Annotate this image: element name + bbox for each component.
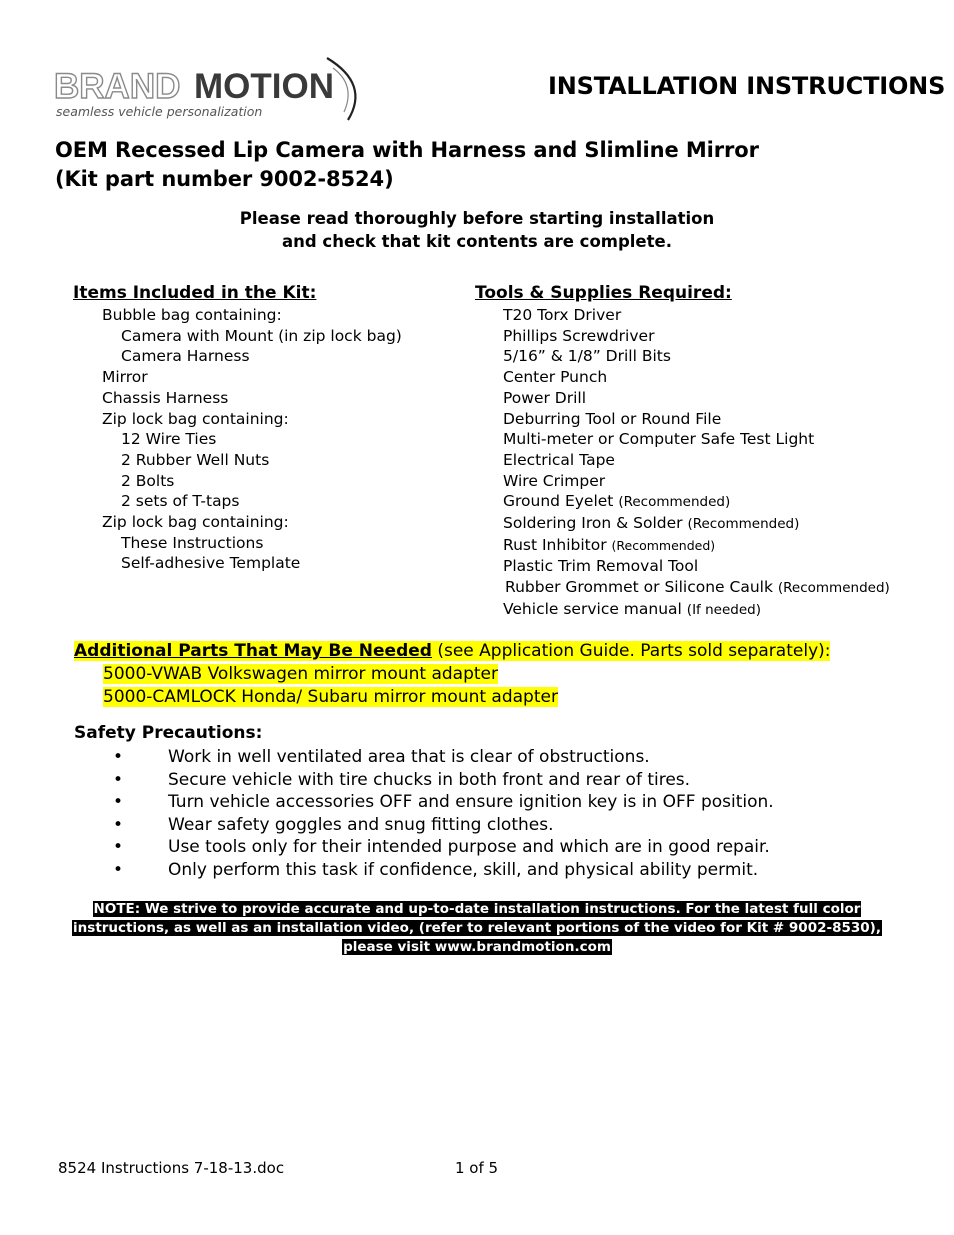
list-item: Camera with Mount (in zip lock bag)	[121, 326, 402, 345]
list-item: • Wear safety goggles and snug fitting clothes.	[113, 814, 554, 835]
logo-brand-light: BRAND	[54, 67, 181, 106]
list-item: Bubble bag containing:	[102, 306, 282, 324]
list-item: • Turn vehicle accessories OFF and ensure ignition key is in OFF position.	[113, 792, 774, 812]
document-title	[55, 136, 759, 194]
list-item: Plastic Trim Removal Tool	[503, 557, 699, 576]
footer-filename: 8524 Instructions 7-18-13.doc	[58, 1159, 285, 1177]
list-item: 2 Rubber Well Nuts	[121, 450, 270, 469]
list-item: • Work in well ventilated area that is clear of obstructions.	[113, 747, 650, 767]
adapter-item: 5000-CAMLOCK Honda/ Subaru mirror mount adapter	[103, 687, 558, 707]
read-notice	[0, 207, 954, 253]
list-item: Zip lock bag containing:	[102, 409, 289, 428]
list-item: These Instructions	[121, 533, 264, 552]
additional-heading: Additional Parts That May Be Needed	[74, 641, 432, 661]
note-line-1: NOTE: We strive to provide accurate and up-to-date installation instructions. For the latest full color	[93, 901, 861, 917]
list-item: Rubber Grommet or Silicone Caulk (Recommended)	[505, 578, 890, 597]
additional-parts	[74, 640, 830, 709]
recommended-note: (Recommended)	[777, 580, 890, 597]
note-line-2: instructions, as well as an installation video, (refer to relevant portions of the video for Kit # 9002-8530),	[73, 920, 881, 936]
recommended-note: (Recommended)	[687, 516, 800, 533]
recommended-note: (Recommended)	[618, 494, 731, 511]
list-item: Soldering Iron & Solder (Recommended)	[503, 514, 800, 533]
list-item: Self-adhesive Template	[121, 554, 301, 573]
list-item: Deburring Tool or Round File	[503, 409, 722, 428]
tools-section	[475, 283, 890, 621]
list-item: • Secure vehicle with tire chucks in both front and rear of tires.	[113, 769, 691, 790]
additional-subtext: (see Application Guide. Parts sold separately):	[437, 641, 831, 661]
list-item: • Use tools only for their intended purpose and which are in good repair.	[113, 837, 770, 857]
kit-list	[73, 305, 402, 574]
notice-line-2: and check that kit contents are complete.	[282, 232, 672, 251]
list-item: Multi-meter or Computer Safe Test Light	[503, 430, 815, 449]
website-note	[0, 900, 954, 957]
list-item: T20 Torx Driver	[503, 306, 622, 324]
logo-brand-bold: MOTION	[194, 67, 334, 106]
list-item: 12 Wire Ties	[121, 430, 217, 449]
title-line-2: (Kit part number 9002-8524)	[55, 167, 394, 191]
list-item: Ground Eyelet (Recommended)	[503, 492, 731, 511]
list-item: Wire Crimper	[503, 471, 606, 490]
notice-line-1: Please read thoroughly before starting installation	[239, 209, 715, 228]
list-item: Electrical Tape	[503, 450, 615, 469]
if-needed-note: (If needed)	[686, 601, 761, 618]
brandmotion-logo	[52, 54, 370, 124]
list-item: • Only perform this task if confidence, skill, and physical ability permit.	[113, 859, 759, 880]
title-line-1: OEM Recessed Lip Camera with Harness and Slimline Mirror	[55, 138, 759, 162]
safety-list	[113, 746, 774, 881]
kit-section	[73, 283, 402, 574]
note-line-3: please visit www.brandmotion.com	[343, 939, 611, 955]
bullet-icon: •	[113, 814, 124, 835]
list-item: Camera Harness	[121, 347, 250, 366]
list-item: 5/16” & 1/8” Drill Bits	[503, 347, 671, 366]
tools-heading: Tools & Supplies Required:	[475, 283, 732, 303]
list-item: Chassis Harness	[102, 388, 229, 407]
bullet-icon: •	[113, 837, 124, 857]
list-item: Rust Inhibitor (Recommended)	[503, 535, 716, 554]
bullet-icon: •	[113, 859, 124, 880]
recommended-note: (Recommended)	[611, 537, 716, 553]
tools-list	[475, 305, 890, 621]
footer-page-number: 1 of 5	[455, 1159, 499, 1177]
safety-heading: Safety Precautions:	[74, 723, 263, 743]
list-item: Mirror	[102, 368, 148, 387]
logo-tagline: seamless vehicle personalization	[56, 104, 263, 119]
adapter-item: 5000-VWAB Volkswagen mirror mount adapter	[103, 664, 498, 684]
list-item: 2 Bolts	[121, 471, 175, 490]
bullet-icon: •	[113, 747, 124, 767]
bullet-icon: •	[113, 769, 124, 790]
list-item: Phillips Screwdriver	[503, 326, 655, 345]
list-item: Zip lock bag containing:	[102, 513, 289, 532]
kit-heading: Items Included in the Kit:	[73, 283, 317, 303]
list-item: Power Drill	[503, 388, 587, 407]
list-item: Vehicle service manual (If needed)	[503, 599, 761, 618]
list-item: Center Punch	[503, 368, 608, 387]
bullet-icon: •	[113, 792, 124, 812]
header-title: INSTALLATION INSTRUCTIONS	[548, 72, 946, 100]
list-item: 2 sets of T-taps	[121, 492, 240, 511]
